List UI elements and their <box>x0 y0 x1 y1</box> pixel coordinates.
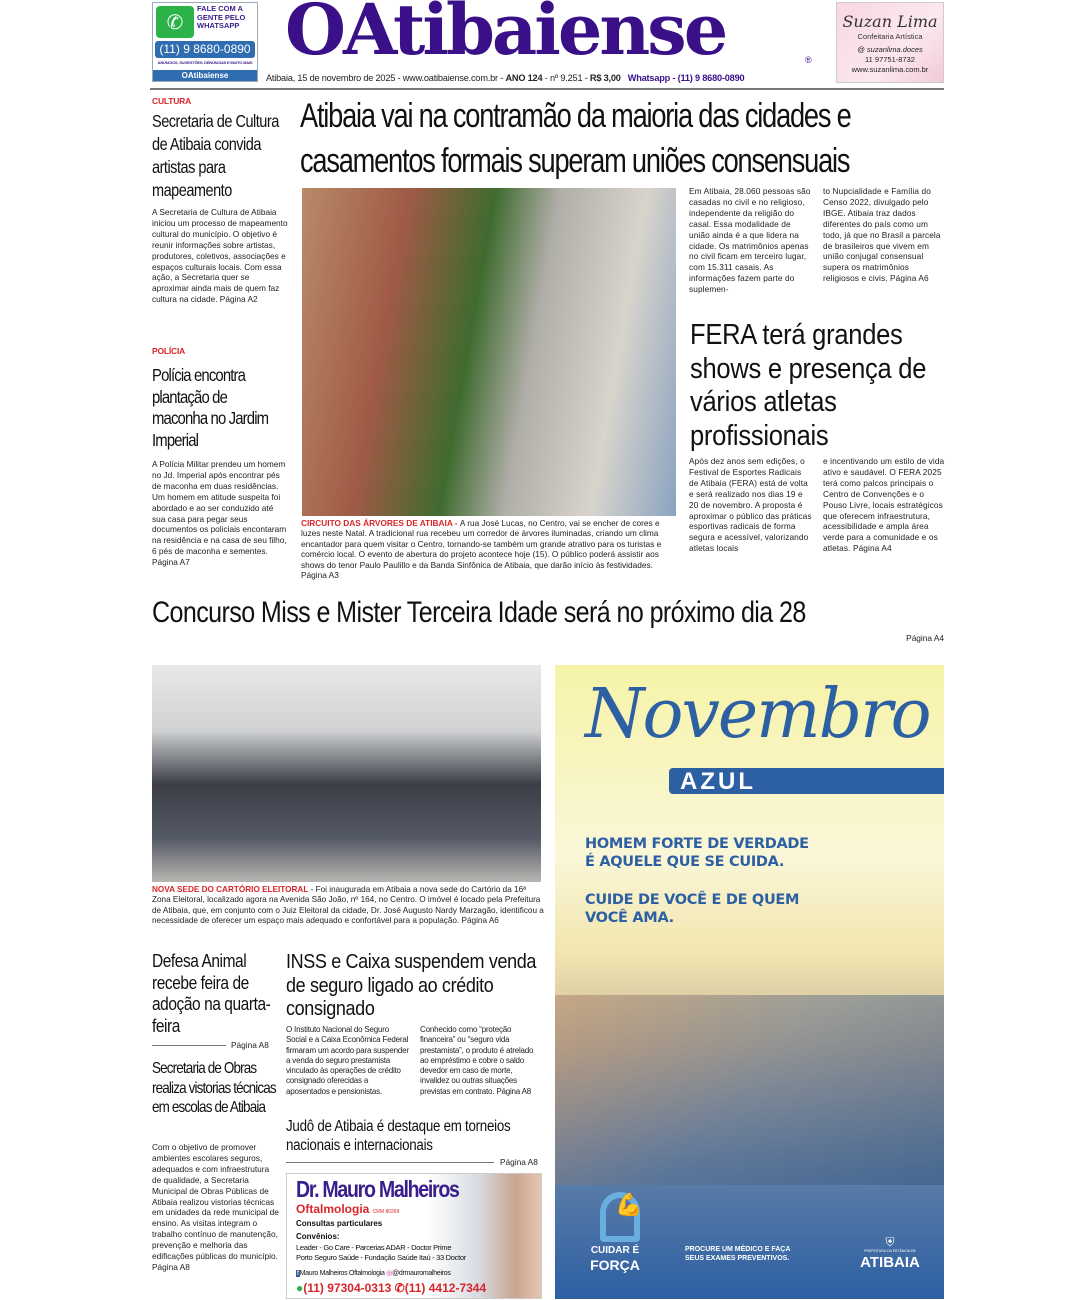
mauro-ad-convenios-label: Convênios: <box>296 1232 340 1241</box>
badge-line2: FORÇA <box>590 1257 640 1273</box>
mauro-ad-facebook: Mauro Malheiros Oftalmologia <box>299 1270 385 1277</box>
suzan-ad-instagram: @ suzanlima.doces <box>857 45 923 54</box>
family-photo <box>555 995 944 1185</box>
cartorio-caption <box>152 885 544 927</box>
novembro-script: Novembro <box>585 675 930 754</box>
registered-mark: ® <box>805 55 812 65</box>
main-headline[interactable]: Atibaia vai na contramão da maioria das cidades e casamentos formais superam uniões consensuais <box>300 97 851 180</box>
main-photo-caption <box>301 518 677 580</box>
defesa-page-ref: Página A8 <box>231 1040 269 1050</box>
cartorio-caption-kicker: NOVA SEDE DO CARTÓRIO ELEITORAL <box>152 885 309 894</box>
coat-of-arms-icon: ⛨ <box>885 1235 895 1249</box>
whatsapp-ad-logo: OAtibaiense <box>153 70 257 81</box>
fera-body-col2: e incentivando um estilo de vida ativo e saudável. O FERA 2025 terá como palcos principais o Centro de Convenções e o Pouso Livre, locais estratégicos que oferecem infraestrutura, acessibilidade e ampla área verde para a comunidade e os atletas. Página A4 <box>823 456 945 554</box>
headline-defesa-animal[interactable]: Defesa Animal recebe feira de adoção na quarta-feira <box>152 951 271 1036</box>
flexed-arm-icon: 💪 <box>615 1192 643 1217</box>
mauro-ad-instagram: @drmauromalheiros <box>392 1270 451 1277</box>
suzan-ad-subtitle: Confeitaria Artística <box>857 32 923 41</box>
suzan-lima-ad[interactable] <box>836 2 944 83</box>
novembro-line2: É AQUELE QUE SE CUIDA. <box>585 854 785 870</box>
mauro-ad-phones <box>296 1281 486 1295</box>
pref-name: ATIBAIA <box>860 1254 920 1271</box>
caption-text: A rua José Lucas, no Centro, vai se encher de cores e luzes neste Natal. A tradicional rua recebeu um corredor de árvores iluminadas, criando um clima encantador para quem visitar o Centro, tornando-se também um grande atrativo para os turistas e comércio local. O evento de abertura do projeto acontece hoje (15). O público poderá assistir aos shows do tenor Paulo Paulillo e da Banda Sinfônica de Atibaia, que darão início às festividades. Página A3 <box>301 518 662 581</box>
dateline-issue: - nº 9.251 - <box>542 73 590 83</box>
suzan-ad-name: Suzan Lima <box>842 12 938 31</box>
whatsapp-icon: ● <box>296 1281 304 1295</box>
mauro-ad-name: Dr. Mauro Malheiros <box>296 1176 459 1202</box>
mauro-ad-specialty <box>296 1202 399 1219</box>
mauro-ad-specialty-text: Oftalmologia <box>296 1202 370 1216</box>
mauro-ad-convenios1: Leader - Go Care - Parcerias ADAR - Doctor Prime <box>296 1243 452 1252</box>
azul-text: AZUL <box>680 768 756 795</box>
novembro-azul-ad[interactable] <box>555 665 944 1299</box>
suzan-ad-phone: 11 97751-8732 <box>865 55 915 64</box>
fera-body-col1: Após dez anos sem edições, o Festival de Esportes Radicais de Atibaia (FERA) está de volta e será realizado nos dias 19 e 20 de novembro. A proposta é aproximar o público das práticas esportivas radicais de forma segura e acessível, valorizando atletas locais <box>689 456 812 554</box>
cartorio-inauguration-photo[interactable] <box>152 665 541 882</box>
dateline-whatsapp: Whatsapp - (11) 9 8680-0890 <box>627 73 745 83</box>
headline-judo[interactable]: Judô de Atibaia é destaque em torneios nacionais e internacionais <box>286 1118 511 1154</box>
headline-fera[interactable]: FERA terá grandes shows e presença de vários atletas profissionais <box>690 319 927 452</box>
inss-body-col2: Conhecido como “proteção financeira” ou “seguro vida prestamista”, o produto é atrelado ao empréstimo e cobre o saldo devedor em caso de morte, invalidez ou outras situações previstas em contrato. Página A8 <box>420 1025 534 1096</box>
dateline-price: R$ 3,00 <box>589 73 621 83</box>
badge-line1: CUIDAR É <box>590 1245 640 1256</box>
masthead-divider <box>150 88 944 90</box>
cta-line2: SEUS EXAMES PREVENTIVOS. <box>685 1255 790 1262</box>
dateline-year: ANO 124 <box>505 73 543 83</box>
cta-line1: PROCURE UM MÉDICO E FAÇA <box>685 1246 791 1253</box>
novembro-line4: VOCÊ AMA. <box>585 910 674 926</box>
facebook-icon: f <box>297 1270 299 1277</box>
whatsapp-ad-phone: (11) 9 8680-0890 <box>155 41 255 58</box>
mauro-ad-consultas: Consultas particulares <box>296 1219 383 1228</box>
headline-concurso[interactable]: Concurso Miss e Mister Terceira Idade será no próximo dia 28 <box>152 596 806 629</box>
headline-cultura[interactable]: Secretaria de Cultura de Atibaia convida artistas para mapeamento <box>152 111 279 200</box>
divider <box>152 1045 226 1046</box>
headline-inss[interactable]: INSS e Caixa suspendem venda de seguro ligado ao crédito consignado <box>286 951 537 1020</box>
whatsapp-icon: ✆ <box>156 6 194 38</box>
caption-kicker: CIRCUITO DAS ÁRVORES DE ATIBAIA - <box>301 518 460 528</box>
mauro-ad-whatsapp: (11) 97304-0313 <box>303 1281 392 1295</box>
instagram-icon: ◎ <box>386 1270 393 1277</box>
mauro-malheiros-ad[interactable] <box>286 1173 542 1299</box>
suzan-ad-site: www.suzanlima.com.br <box>851 65 929 74</box>
concurso-page-ref: Página A4 <box>906 633 944 643</box>
whatsapp-ad-small: ANÚNCIOS, SUGESTÕES, DENÚNCIAS E MUITO MAIS <box>157 60 253 65</box>
body-obras: Com o objetivo de promover ambientes escolares seguros, adequados e com infraestrutura de qualidade, a Secretaria Municipal de Obras Públicas de Atibaia realizou vistorias técnicas em unidades da rede municipal de ensino. As visitas integram o trabalho contínuo de manutenção, prevenção e melhoria das edificações públicas do município. Página A8 <box>152 1142 279 1272</box>
section-kicker-policia: POLÍCIA <box>152 346 186 356</box>
phone-icon: ✆ <box>394 1281 405 1295</box>
body-cultura: A Secretaria de Cultura de Atibaia iniciou um processo de mapeamento cultural do município. O objetivo é reunir informações sobre artistas, produtores, coletivos, associações e espaços culturais locais. Com essa ação, a Secretaria quer se aproximar ainda mais de quem faz cultura na cidade. Página A2 <box>152 207 288 305</box>
judo-page-ref: Página A8 <box>500 1157 538 1167</box>
headline-obras[interactable]: Secretaria de Obras realiza vistorias técnicas em escolas de Atibaia <box>152 1060 276 1116</box>
headline-policia[interactable]: Polícia encontra plantação de maconha no Jardim Imperial <box>152 365 269 450</box>
newspaper-logo[interactable]: OAtibaiense <box>285 0 726 71</box>
christmas-trees-photo[interactable] <box>302 188 676 516</box>
novembro-line3: CUIDE DE VOCÊ E DE QUEM <box>585 892 800 908</box>
mauro-ad-phone: (11) 4412-7344 <box>404 1281 487 1295</box>
body-policia: A Polícia Militar prendeu um homem no Jd. Imperial após encontrar pés de maconha em duas residências. Um homem em atitude suspeita foi abordado e ao ser conduzido até sua casa para pegar seus documentos os policiais encontaram na residência e na casa de seu filho, 6 pés de maconha e sementes. Página A7 <box>152 459 287 568</box>
divider <box>286 1162 494 1163</box>
inss-body-col1: O Instituto Nacional do Seguro Social e a Caixa Econômica Federal firmaram um acordo para suspender a venda do seguro prestamista vinculado às operações de crédito consignado oferecidas a aposentados e pensionistas. <box>286 1025 409 1096</box>
mauro-ad-social <box>296 1269 451 1278</box>
cuidar-forca-badge <box>580 1245 650 1273</box>
main-body-col2: to Nupcialidade e Família do Censo 2022, divulgado pelo IBGE. Atibaia traz dados diferentes do país como um todo, já que no Brasil a parcela de brasileiros que vivem em união conjugal consensual supera os matrimônios religiosos e civis. Página A6 <box>823 186 941 284</box>
mauro-ad-crm: CRM 80269 <box>372 1209 400 1215</box>
prefeitura-atibaia-logo <box>855 1235 925 1272</box>
mauro-ad-convenios2: Porto Seguro Saúde - Fundação Saúde Itaú - 33 Doctor <box>296 1253 466 1262</box>
novembro-line1: HOMEM FORTE DE VERDADE <box>585 836 809 852</box>
dateline <box>266 73 744 83</box>
whatsapp-ad[interactable] <box>152 2 258 82</box>
novembro-message-2 <box>585 891 799 927</box>
cartorio-caption-text: - Foi inaugurada em Atibaia a nova sede do Cartório da 16ª Zona Eleitoral, localizado agora na Avenida São João, nº 164, no Centro. O imóvel é locado pela Prefeitura de Atibaia, que, em conjunto com o Juiz Eleitoral da cidade, Dr. José Augusto Nardy Marzagão, identificou a necessidade de oferecer um espaço mais adequado e confortável para a população. Página A6 <box>152 885 544 926</box>
novembro-message-1 <box>585 835 809 871</box>
dateline-date: Atibaia, 15 de novembro de 2025 - www.oatibaiense.com.br - <box>266 73 506 83</box>
main-body-col1: Em Atibaia, 28.060 pessoas são casadas no civil e no religioso, independente da religião do casal. Essa modalidade de união ainda é a que lidera na cidade. Os matrimônios apenas no civil ficam em terceiro lugar, com 15.311 casais. As informações fazem parte do suplemen- <box>689 186 811 295</box>
pref-small: PREFEITURA DA ESTÂNCIA DE <box>864 1249 916 1253</box>
section-kicker-cultura: CULTURA <box>152 96 192 106</box>
whatsapp-ad-text: FALE COM A GENTE PELO WHATSAPP <box>197 4 246 30</box>
novembro-cta <box>685 1245 790 1263</box>
